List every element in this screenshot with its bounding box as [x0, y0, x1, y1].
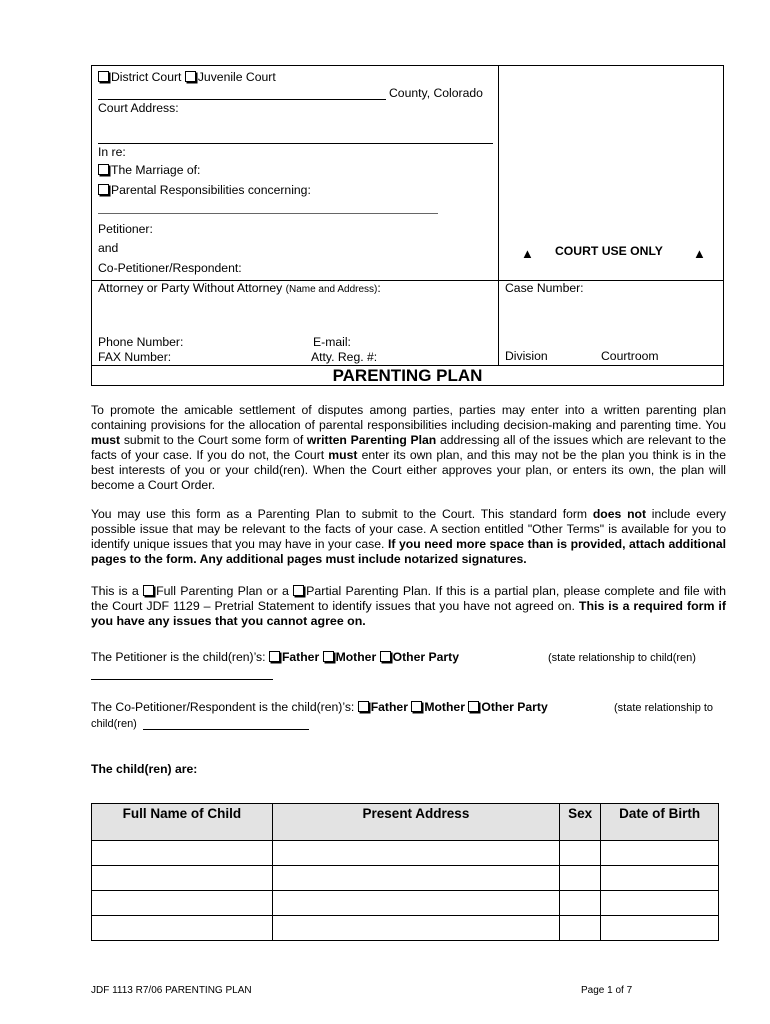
header-full-name: Full Name of Child [92, 804, 273, 841]
parental-resp-checkbox[interactable] [98, 184, 109, 195]
cell-present-address[interactable] [272, 841, 560, 866]
children-table-header [92, 804, 719, 841]
footer-form-id: JDF 1113 R7/06 PARENTING PLAN [91, 985, 252, 996]
cell-date-of-birth[interactable] [601, 916, 719, 941]
cell-full-name[interactable] [92, 891, 273, 916]
cell-present-address[interactable] [272, 916, 560, 941]
juvenile-court-checkbox[interactable] [185, 71, 196, 82]
children-table [91, 803, 719, 941]
co-petitioner-father-checkbox[interactable] [358, 701, 369, 712]
co-petitioner-mother-checkbox[interactable] [411, 701, 422, 712]
and-label: and [98, 241, 119, 255]
full-plan-checkbox[interactable] [143, 585, 154, 596]
co-petitioner-label: Co-Petitioner/Respondent: [98, 261, 242, 275]
intro-paragraph-1: To promote the amicable settlement of disputes among parties, parties may enter into a written parenting plan containing provisions for the allocation of parental responsibilities including decision-making and parenting time. You must submit to the Court some form of written Parenting Plan addressing all of the issues which are relevant to the facts of your case. If you do not, the Court must enter its own plan, and this may not be the plan you think is in the best interests of you or your child(ren). When the Court either approves your plan, or enters its own, the plan will become a Court Order. [91, 403, 726, 492]
district-court-label: District Court [111, 70, 182, 84]
other-party-label: Other Party [481, 700, 548, 714]
petitioner-mother-checkbox[interactable] [323, 651, 334, 662]
juvenile-court-label: Juvenile Court [197, 70, 276, 84]
co-petitioner-relationship-row [91, 700, 548, 715]
cell-sex[interactable] [560, 891, 601, 916]
page-title: PARENTING PLAN [332, 366, 483, 385]
cell-sex[interactable] [560, 866, 601, 891]
court-address-blank[interactable] [98, 143, 493, 144]
email-label: E-mail: [313, 335, 351, 349]
caption-divider [498, 65, 499, 366]
division-label: Division [505, 349, 548, 363]
table-row [92, 866, 719, 891]
courtroom-label: Courtroom [601, 349, 659, 363]
parental-resp-label: Parental Responsibilities concerning: [111, 183, 311, 197]
parties-blank[interactable] [98, 213, 438, 214]
cell-sex[interactable] [560, 841, 601, 866]
petitioner-father-checkbox[interactable] [269, 651, 280, 662]
fax-label: FAX Number: [98, 350, 172, 364]
cell-date-of-birth[interactable] [601, 891, 719, 916]
table-row [92, 916, 719, 941]
attorney-note: (Name and Address) [285, 284, 378, 295]
mother-label: Mother [424, 700, 465, 714]
court-address-label: Court Address: [98, 101, 179, 115]
cell-present-address[interactable] [272, 866, 560, 891]
parental-resp-row [98, 183, 311, 198]
cell-full-name[interactable] [92, 866, 273, 891]
petitioner-other-checkbox[interactable] [380, 651, 391, 662]
cell-date-of-birth[interactable] [601, 866, 719, 891]
cell-present-address[interactable] [272, 891, 560, 916]
caption-box [91, 65, 724, 386]
county-label: County, Colorado [389, 86, 483, 100]
county-blank[interactable] [98, 99, 386, 100]
partial-plan-checkbox[interactable] [293, 585, 304, 596]
case-number-label: Case Number: [505, 281, 584, 295]
intro-paragraph-2: You may use this form as a Parenting Plan to submit to the Court. This standard form does not include every possible issue that may be relevant to the facts of your case. A section entitled "Other Terms" is available for you to identify unique issues that you may have in your case. If you need more space than is provided, attach additional pages to the form. Any additional pages must include notarized signatures. [91, 507, 726, 566]
up-arrow-right-icon: ▲ [693, 246, 706, 261]
up-arrow-left-icon: ▲ [521, 246, 534, 261]
table-row [92, 891, 719, 916]
co-petitioner-relationship-blank[interactable] [143, 729, 309, 730]
marriage-row [98, 163, 200, 178]
petitioner-relationship-row [91, 650, 459, 665]
petitioner-relationship-label: The Petitioner is the child(ren)’s: [91, 650, 266, 664]
attorney-label [98, 281, 381, 297]
cell-full-name[interactable] [92, 916, 273, 941]
father-label: Father [281, 650, 320, 664]
attorney-colon: : [377, 281, 381, 295]
co-petitioner-other-checkbox[interactable] [468, 701, 479, 712]
header-present-address: Present Address [272, 804, 560, 841]
co-petitioner-relationship-note: (state relationship to [614, 702, 714, 714]
district-court-checkbox[interactable] [98, 71, 109, 82]
father-label: Father [370, 700, 408, 714]
in-re-label: In re: [98, 145, 126, 159]
marriage-checkbox[interactable] [98, 164, 109, 175]
footer-page-number: Page 1 of 7 [581, 985, 633, 996]
co-petitioner-relationship-note-2: child(ren) [91, 718, 137, 730]
petitioner-relationship-note: (state relationship to child(ren) [548, 652, 696, 664]
children-heading: The child(ren) are: [91, 762, 198, 776]
table-row [92, 841, 719, 866]
atty-reg-label: Atty. Reg. #: [311, 350, 378, 364]
cell-sex[interactable] [560, 916, 601, 941]
cell-date-of-birth[interactable] [601, 841, 719, 866]
attorney-text: Attorney or Party Without Attorney [98, 281, 283, 295]
court-type-row [98, 70, 276, 85]
header-date-of-birth: Date of Birth [601, 804, 719, 841]
other-party-label: Other Party [392, 650, 459, 664]
phone-label: Phone Number: [98, 335, 184, 349]
court-use-only-label: COURT USE ONLY [555, 244, 663, 258]
intro-paragraph-3: This is a Full Parenting Plan or a Partial Parenting Plan. If this is a partial plan, please complete and file with the Court JDF 1129 – Pretrial Statement to identify issues that you have not agreed on. This is a required form if you have any issues that you cannot agree on. [91, 584, 726, 628]
header-sex: Sex [560, 804, 601, 841]
petitioner-label: Petitioner: [98, 222, 153, 236]
marriage-label: The Marriage of: [111, 163, 201, 177]
mother-label: Mother [335, 650, 377, 664]
co-petitioner-relationship-label: The Co-Petitioner/Respondent is the child(ren)’s: [91, 700, 355, 714]
cell-full-name[interactable] [92, 841, 273, 866]
petitioner-relationship-blank[interactable] [91, 679, 273, 680]
